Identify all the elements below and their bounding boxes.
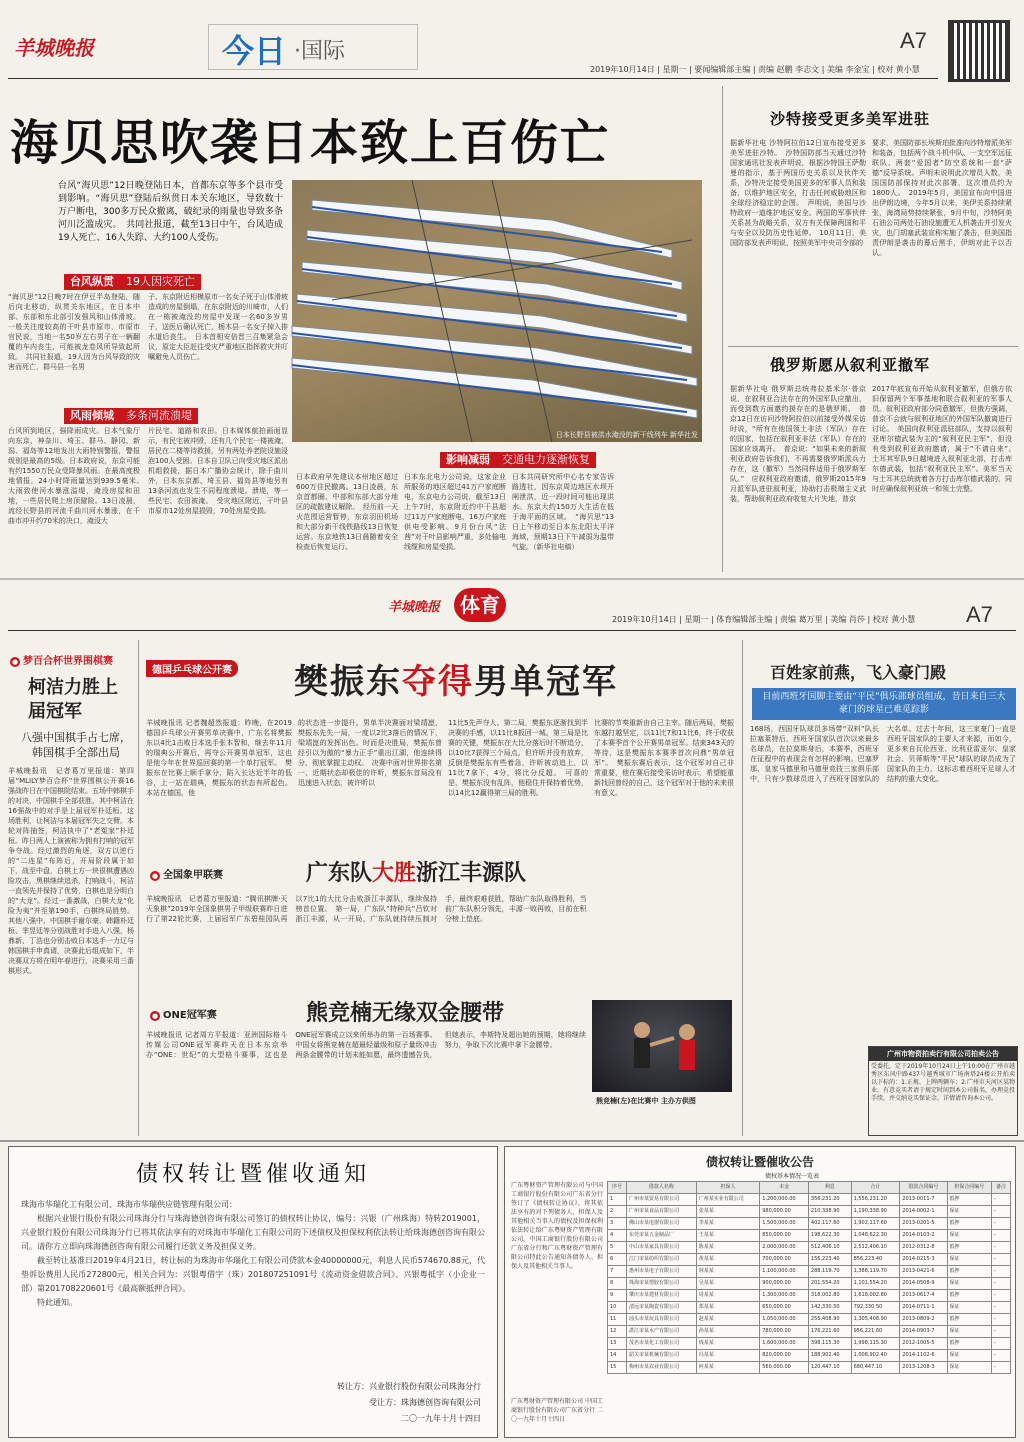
article-col-2a: 子、东京附近相模原市一名女子死于山体滑坡造成的房屋倒塌，在东京附近的川崎市，人们在一栋被淹没的房屋中发现一名60多岁男子，送医后确认死亡，栃木县一名女子掉入排水道后丧生。 日本首相安倍晋三召集紧急会议，原定大臣赶往受灾严重地区指挥救灾并叮嘱避免人员伤亡。 bbox=[148, 293, 288, 361]
table-cell: 2013-0809-2 bbox=[900, 1314, 947, 1326]
football-headline: 百姓家前燕，飞入豪门殿 bbox=[770, 663, 947, 682]
table-cell: 1 bbox=[608, 1194, 627, 1206]
saudi-text-2: 要求，美国防部长埃斯珀批准向沙特增派美军和装备，包括两个战斗机中队、一支空军远征联队、两套“爱国者”防空系统和一套“萨德”反导系统。声明未说明此次增员人数，美国国防部保持对此次部署，这次增员约为1800人。 2019年5月，美国宣布向中国进出伊朗边境，今年5月以来，美伊关系持续紧张，海湾局势持续紧张，9月中旬，沙特阿美石油公司两处石油设施遭无人机袭击并引发火灾，也门胡塞武装宣称实施了袭击，但美国指责伊朗是袭击的幕后黑手，伊朗对此予以否认。 bbox=[872, 139, 1012, 257]
football-text: 168场，西国牙队球员多场带“双料”队长拉塞莱特后，西班牙国家队首次以来最多名球员，在拉莫斯身后，本赛季，西班牙在征程中的表现会有怎样的影响。巴塞罗那、皇家马德里和马德里竞技三家俱乐部中，只有少数球员进入了西班牙国家队的大名单。过去十年间，这三家豪门一直是西班牙国家队的主要人才来源，而如今，更多来自瓦伦西亚、比利亚雷亚尔、皇家社会、贝蒂斯等“平民”球队的球员成为了国家队的主力，这标志着西班牙足球人才结构的重大变化。 bbox=[750, 725, 1016, 783]
table-cell: 抵押 bbox=[947, 1242, 991, 1254]
table-cell: 抵押 bbox=[947, 1338, 991, 1350]
pingpong-headline bbox=[294, 654, 618, 703]
table-cell: 4 bbox=[608, 1230, 627, 1242]
notice-left-p1: 珠海市华瑞化工有限公司、珠海市华瑞供应链管理有限公司： bbox=[21, 1200, 237, 1209]
pingpong-text-2: 的状态进一步提升。男单半决赛面对梁靖崑，樊振东先失一局，一度以2比3落后的情况下，梁靖崑的发挥出色。时而是决胜局，樊振东曾经引以为傲的“暴力正手”重出江湖，他连续得分，彻底掌握主动权。 决赛中面对世界排名第一、近期状态却极佳的许昕，樊振东首局没有迅速进入状态，被许昕以 bbox=[298, 719, 442, 787]
table-cell: 318,002.80 bbox=[808, 1290, 851, 1302]
table-cell: 1,101,554.20 bbox=[851, 1278, 900, 1290]
one-tag-text: ONE冠军赛 bbox=[163, 1010, 217, 1021]
fighters-graphic bbox=[592, 1000, 732, 1092]
table-cell: 韶关市某机械有限公司 bbox=[627, 1350, 697, 1362]
lede: 台风“海贝思”12日晚登陆日本，首都东京等多个县市受到影响。“海贝思”登陆后纵贯日本关东地区，导致数十万户断电，300多万民众撤离，破纪录的雨量也导致多条河川泛滥成灾。 共同社报道，截至13日中午，台风造成19人死亡、16人失踪、大约100人受伤。 bbox=[58, 181, 283, 243]
xiangqi-headline-c: 浙江丰源队 bbox=[416, 861, 527, 886]
table-cell: 856,223.40 bbox=[851, 1254, 900, 1266]
debt-table-header bbox=[608, 1182, 1011, 1194]
table-cell: 惠州市某电子有限公司 bbox=[627, 1266, 697, 1278]
table-cell: 保证 bbox=[947, 1326, 991, 1338]
table-cell: 700,000.00 bbox=[760, 1254, 809, 1266]
table-cell: 156,223.40 bbox=[808, 1254, 851, 1266]
table-cell: 1,600,000.00 bbox=[760, 1338, 809, 1350]
table-cell: - bbox=[991, 1314, 1010, 1326]
table-cell: 12 bbox=[608, 1326, 627, 1338]
table-cell: 6 bbox=[608, 1254, 627, 1266]
debt-table-header-cell: 借款合同编号 bbox=[900, 1182, 947, 1194]
table-row bbox=[608, 1350, 1011, 1362]
table-cell: 1,902,117.60 bbox=[851, 1218, 900, 1230]
debt-table-header-cell: 本金 bbox=[760, 1182, 809, 1194]
xiangqi-headline-b: 大胜 bbox=[372, 861, 417, 886]
table-cell: 中山市某家具有限公司 bbox=[627, 1242, 697, 1254]
russia-text-2: 2017年底宣布开始从叙利亚撤军，但俄方依旧保留两个军事基地和联合叙利亚的军事人员。叙利亚政府部分同意撤军，但俄方强调，普京不会就与叙利亚地区的外国军队撤离进行讨论。 美国向叙利亚派驻部队，支持以叙利亚库尔德武装为主的“叙利亚民主军”，但没有受到叙利亚政府邀请，属于“不请自来”。 土耳其军队9日越境进入叙利亚北部，打击库尔德武装，包括“叙利亚民主军”。美军当天与土耳其总统就着各方打击库尔德武装的，同时应确保叙利亚统一和领土完整。 bbox=[872, 385, 1019, 493]
table-cell: 茂名市某化工有限公司 bbox=[627, 1338, 697, 1350]
table-cell: 2,512,406.10 bbox=[851, 1242, 900, 1254]
table-cell: 188,902.40 bbox=[808, 1350, 851, 1362]
table-cell: 255,408.90 bbox=[808, 1314, 851, 1326]
table-cell: 14 bbox=[608, 1350, 627, 1362]
sports-page-info: 2019年10月14日 | 星期一 | 体育编辑部主编 | 责编 葛万里 | 美编 肖莎 | 校对 黄小慧 bbox=[612, 615, 916, 624]
table-cell: 抵押 bbox=[947, 1266, 991, 1278]
table-cell: 保证 bbox=[947, 1362, 991, 1374]
table-cell: 1,048,622.30 bbox=[851, 1230, 900, 1242]
one-tag bbox=[150, 1006, 217, 1021]
main-headline: 海贝思吹袭日本致上百伤亡 bbox=[10, 115, 611, 171]
sub-head-1-a: 台风纵贯 bbox=[64, 274, 120, 290]
flood-train-photo bbox=[292, 180, 702, 442]
table-cell: 陈某某 bbox=[696, 1242, 759, 1254]
table-cell: - bbox=[991, 1338, 1010, 1350]
table-cell: 张某某 bbox=[696, 1206, 759, 1218]
auction-ad-title: 广州市物资拍卖行有限公司拍卖公告 bbox=[869, 1047, 1017, 1061]
table-cell: 8 bbox=[608, 1278, 627, 1290]
table-cell: 2013-0011-7 bbox=[900, 1194, 947, 1206]
sub-head-1-b: 19人因灾死亡 bbox=[120, 274, 201, 290]
article-col-2b: 片民宅、道路和农田。日本媒体航拍画面显示，有民宅被冲毁，还有几个民宅一楼被淹，居民在二楼等待救援，另有两处养老院设施浸泡100人受困。日本自卫队已向受灾地区派出机组救援，据日本广播协会统计，除千曲川外，日本东京都、埼玉县、福岛县等地另有13条河流也发生不同程度溃堤。溃堤，等一些民宅、农田被淹。 受灾地区附近，干叶县市原市12处房屋损毁，70处房屋受损。 bbox=[148, 427, 288, 515]
sub-head-2 bbox=[64, 404, 198, 424]
debt-table-header-cell: 备注 bbox=[991, 1182, 1010, 1194]
table-cell: 2013-0421-6 bbox=[900, 1266, 947, 1278]
table-cell: 广州市某贸易有限公司 bbox=[627, 1194, 697, 1206]
table-row bbox=[608, 1242, 1011, 1254]
debt-table-header-cell: 序号 bbox=[608, 1182, 627, 1194]
table-cell: 1,190,338.90 bbox=[851, 1206, 900, 1218]
russia-headline: 俄罗斯愿从叙利亚撤军 bbox=[770, 356, 931, 374]
table-cell: 清远市某陶瓷有限公司 bbox=[627, 1302, 697, 1314]
pingpong-text-3: 11比5先声夺人。第二局，樊振东逐渐找到半决赛的手感，以11比8扳回一城。第三局是比赛的关键，樊振东在大比分落后时不断追分，以10比7获得三个局点。但许昕并没有放弃，反倒是樊振东有些着急，许昕被动追上，以11比7拿下，4分，将比分反超。 可喜的是，樊振东没有乱阵，他稳住并保持着优势，以14比12赢得第三局的胜利。 bbox=[448, 719, 588, 797]
table-cell: 210,338.90 bbox=[808, 1206, 851, 1218]
table-cell: 201,554.20 bbox=[808, 1278, 851, 1290]
sports-page-number: A7 bbox=[966, 602, 993, 627]
table-cell: 2014-0903-7 bbox=[900, 1326, 947, 1338]
xiangqi-headline-a: 广东队 bbox=[306, 861, 373, 886]
table-cell: - bbox=[991, 1218, 1010, 1230]
table-cell: 1,388,119.70 bbox=[851, 1266, 900, 1278]
table-cell: 王某某 bbox=[696, 1230, 759, 1242]
table-cell: 保证 bbox=[947, 1350, 991, 1362]
table-row bbox=[608, 1230, 1011, 1242]
table-cell: 780,000.00 bbox=[760, 1326, 809, 1338]
table-cell: 10 bbox=[608, 1302, 627, 1314]
notice-right-intro: 广东粤财资产管理有限公司与中国工商银行股份有限公司广东省分行签订了《债权转让协议》，将其依法享有的对下列债务人、担保人及其他相关当事人的债权及担保权利依法转让给广东粤财资产管理有限公司。中国工商银行股份有限公司广东省分行和广东粤财资产管理有限公司特此公告通知各债务人、担保人及其他相关当事人。 bbox=[511, 1182, 603, 1270]
auction-ad bbox=[868, 1046, 1018, 1136]
table-cell: 抵押 bbox=[947, 1314, 991, 1326]
table-cell: 11 bbox=[608, 1314, 627, 1326]
table-cell: - bbox=[991, 1278, 1010, 1290]
notice-right-title: 债权转让暨催收公告 bbox=[705, 1155, 814, 1169]
table-cell: 黄某某 bbox=[696, 1254, 759, 1266]
table-cell: 吴某某 bbox=[696, 1278, 759, 1290]
notice-left-p3: 截至转让基准日2019年4月21日，转让标的为珠海市华瑞化工有限公司贷款本金40000000元，利息人民币574670.88元，代垫诉讼费用人民币272800元，相关合同为：兴银粤借字（珠）201807251091号《流动资金借款合同》、兴银粤抵字（小企业一部）第201708220601号《最高额抵押合同》。 bbox=[21, 1256, 485, 1293]
xiangqi-dot-icon: ● bbox=[151, 872, 159, 880]
table-cell: 1,998,115.30 bbox=[851, 1338, 900, 1350]
table-row bbox=[608, 1326, 1011, 1338]
table-cell: 956,221.60 bbox=[851, 1326, 900, 1338]
table-row bbox=[608, 1290, 1011, 1302]
table-cell: 2013-1208-3 bbox=[900, 1362, 947, 1374]
table-cell: 3 bbox=[608, 1218, 627, 1230]
table-row bbox=[608, 1266, 1011, 1278]
table-cell: - bbox=[991, 1194, 1010, 1206]
weiqi-dot-icon: ● bbox=[11, 658, 19, 666]
notice-right-subtitle: 债权基本情况一览表 bbox=[765, 1173, 820, 1180]
table-cell: 2014-0711-1 bbox=[900, 1302, 947, 1314]
newspaper-logo: 羊城晚报 bbox=[14, 36, 94, 60]
table-cell: 孙某某 bbox=[696, 1326, 759, 1338]
one-headline: 熊竞楠无缘双金腰带 bbox=[306, 1001, 505, 1026]
section-subtitle: ·国际 bbox=[294, 39, 345, 64]
table-cell: 汕头市某玩具有限公司 bbox=[627, 1314, 697, 1326]
table-cell: 李某某 bbox=[696, 1218, 759, 1230]
table-cell: 江门市某纺织有限公司 bbox=[627, 1254, 697, 1266]
table-cell: 7 bbox=[608, 1266, 627, 1278]
table-cell: - bbox=[991, 1326, 1010, 1338]
pingpong-text-4: 比赛的节奏重新由自己主宰。随后两局，樊振东越打越坚定，以11比7和11比6，终于收获了本赛季首个公开赛男单冠军。结束343天的等待，这是樊振东本赛季首次问鼎“男单冠军”。 樊振东赛后表示，这个冠军对自己非常重要，他在赛后接受采访时表示，希望能重新找回曾经的自己，这个冠军对于他的未来很有意义。 bbox=[594, 719, 734, 797]
table-cell: 赵某某 bbox=[696, 1314, 759, 1326]
notice-left-p2: 根据兴业银行股份有限公司珠海分行与珠海德创咨询有限公司签订的债权转让协议，编号：兴银（广州珠海）特转2019001，兴业银行股份有限公司珠海分行已将其依法享有的对珠海市华瑞化工有限公司的下述债权及担保权利依法转让给珠海德创咨询有限公司。请你方立即向珠海德创咨询有限公司履行还款义务及担保义务。 bbox=[21, 1214, 485, 1251]
sports-section-badge: 体育 bbox=[454, 588, 506, 622]
article-col-1b: 台风所到地区，强降雨成灾。日本气象厅向东京、神奈川、埼玉、群马、静冈、新潟、福岛等12地发出大雨特别警报，警报级别是最高的5级。日本政府说，东京可能有约1550万民众受降暴风雨。在最高度极地情报，24小时降雨量达到939.5毫米。 大雨致使河水暴涨溢堤，淹没房屋和田地，一些居民爬上房顶避险。13日凌晨，流经长野县的河流千曲川河水暴涨，在千曲市冲开约70米的决口，淹没大 bbox=[8, 427, 147, 525]
table-cell: 珠海市某塑胶有限公司 bbox=[627, 1278, 697, 1290]
football-subheadline: 目前西班牙国脚主要由“平民”俱乐部球员组成，昔日来自三大豪门的球星已难觅踪影 bbox=[752, 688, 1016, 720]
table-cell: 佛山市某电器有限公司 bbox=[627, 1218, 697, 1230]
xiangqi-headline bbox=[306, 856, 526, 887]
table-cell: - bbox=[991, 1362, 1010, 1374]
table-cell: 何某某 bbox=[696, 1362, 759, 1374]
table-cell: 680,447.10 bbox=[851, 1362, 900, 1374]
table-cell: - bbox=[991, 1254, 1010, 1266]
table-cell: 900,000.00 bbox=[760, 1278, 809, 1290]
table-cell: 398,115.30 bbox=[808, 1338, 851, 1350]
table-cell: - bbox=[991, 1230, 1010, 1242]
table-cell: 13 bbox=[608, 1338, 627, 1350]
debt-table-header-cell: 利息 bbox=[808, 1182, 851, 1194]
sub-head-1 bbox=[64, 270, 201, 290]
pingpong-headline-a: 樊振东 bbox=[294, 662, 402, 702]
table-cell: 广州市某食品有限公司 bbox=[627, 1206, 697, 1218]
table-cell: 5 bbox=[608, 1242, 627, 1254]
photo-caption: 日本长野县被洪水淹没的新干线列车 新华社发 bbox=[555, 431, 698, 439]
article-col-5: 日本共同研究所中心名专家告诉路透社，因东京周边地区水坝开闸泄洪，近一段时间可能出现洪水。东京大约150万人生活在低于海平面的区域。 “海贝思”13日上午移动至日本东北阳太平洋海域，预期13日下午减弱为温带气旋。（新华社电稿） bbox=[512, 473, 614, 551]
table-cell: - bbox=[991, 1302, 1010, 1314]
page-number: A7 bbox=[900, 28, 927, 53]
table-row bbox=[608, 1206, 1011, 1218]
table-cell: 钱某某 bbox=[696, 1338, 759, 1350]
table-cell: 1,556,231.20 bbox=[851, 1194, 900, 1206]
table-row bbox=[608, 1254, 1011, 1266]
table-cell: - bbox=[991, 1350, 1010, 1362]
debt-table-wrap bbox=[607, 1181, 1011, 1374]
notice-left-date: 二〇一九年十月十四日 bbox=[401, 1414, 481, 1423]
xiangqi-text: 羊城晚报讯 记者葛万里报道：“腾讯棋牌·天天象棋”2019年全国象棋男子甲级联赛昨日进行了第22轮比赛，上届冠军广东碧桂园队再以7比1的大比分击败浙江丰源队，继续保持榜首位置。 第一局，广东队“特种兵”吕钦对浙江丰源，从一开局，广东队就持续压制对手，最终艰难获胜，帮助广东队取得胜利，当前广东队积分领先，丰源一败再败，目前在积分榜上垫底。 bbox=[146, 895, 587, 923]
table-cell: 176,221.60 bbox=[808, 1326, 851, 1338]
one-dot-icon: ● bbox=[151, 1012, 159, 1020]
table-cell: 120,447.10 bbox=[808, 1362, 851, 1374]
table-cell: 1,200,000.00 bbox=[760, 1194, 809, 1206]
table-cell: 1,050,000.00 bbox=[760, 1314, 809, 1326]
notice-right bbox=[504, 1146, 1016, 1438]
sub-head-3-a: 影响减弱 bbox=[440, 452, 496, 468]
table-cell: 2 bbox=[608, 1206, 627, 1218]
table-cell: - bbox=[991, 1266, 1010, 1278]
table-cell: 保证 bbox=[947, 1206, 991, 1218]
table-cell: 1,618,002.80 bbox=[851, 1290, 900, 1302]
weiqi-tag bbox=[10, 652, 113, 667]
table-cell: 2014-1102-6 bbox=[900, 1350, 947, 1362]
table-cell: 郑某某 bbox=[696, 1302, 759, 1314]
pingpong-text-1: 羊城晚报讯 记者魏超然报道：昨晚，在2019德国乒乓球公开赛男单决赛中，广东名将樊振东以4比1击败日本选手张本智和，继去年11月的瑞典公开赛后，再夺公开赛男单冠军，这也是他今年在世界巡回赛的第一个单打冠军。 樊振东在比赛上顺手拿分，陷入长达近半年的低谷，上一站在瑞典，樊振东的状态有所起色。本站在德国，他 bbox=[146, 719, 292, 797]
table-cell: 850,000.00 bbox=[760, 1230, 809, 1242]
table-cell: 2014-0002-1 bbox=[900, 1206, 947, 1218]
notice-left-title: 债权转让暨催收通知 bbox=[135, 1162, 370, 1187]
notice-left-sign-2: 受让方：珠海德创咨询有限公司 bbox=[369, 1398, 481, 1407]
debt-table-header-cell: 借款人名称 bbox=[627, 1182, 697, 1194]
table-cell: 9 bbox=[608, 1290, 627, 1302]
weiqi-subheadline: 八强中国棋手占七席，韩国棋手全部出局 bbox=[21, 731, 131, 759]
debt-table-header-cell: 担保合同编号 bbox=[947, 1182, 991, 1194]
table-cell: - bbox=[991, 1290, 1010, 1302]
table-cell: 冯某某 bbox=[696, 1350, 759, 1362]
table-cell: 2,000,000.00 bbox=[760, 1242, 809, 1254]
one-text: 羊城晚报讯 记者周方平报道：亚洲国际格斗传媒公司ONE冠军赛昨天在日本东京举办“ONE：世纪”的大型格斗赛事，这也是ONE冠军赛成立以来所举办的第一百场赛事。中国女将熊竞楠在超最轻量级和原子量级冲击两条金腰带的计划未能如愿，最终遗憾告负，但她表示，李斯特及超出她的预期，她将继续努力，争取下次比赛中拿下金腰带。 bbox=[146, 1031, 586, 1059]
table-cell: 保证 bbox=[947, 1302, 991, 1314]
table-row bbox=[608, 1302, 1011, 1314]
sub-head-3-b: 交通电力逐渐恢复 bbox=[496, 452, 596, 468]
table-cell: 抵押 bbox=[947, 1290, 991, 1302]
shinkansen-trains-graphic bbox=[292, 180, 702, 442]
table-cell: 402,117.60 bbox=[808, 1218, 851, 1230]
notice-left-p4: 特此通知。 bbox=[37, 1298, 77, 1307]
table-row bbox=[608, 1314, 1011, 1326]
table-row bbox=[608, 1338, 1011, 1350]
table-cell: 林某某 bbox=[696, 1266, 759, 1278]
table-cell: 198,622.30 bbox=[808, 1230, 851, 1242]
table-cell: 抵押 bbox=[947, 1218, 991, 1230]
table-cell: 保证 bbox=[947, 1254, 991, 1266]
table-cell: 792,330.50 bbox=[851, 1302, 900, 1314]
one-photo-caption: 熊竞楠(左)在比赛中 主办方供图 bbox=[596, 1097, 696, 1105]
debt-table-header-cell: 合计 bbox=[851, 1182, 900, 1194]
table-cell: 广州某实业有限公司 bbox=[696, 1194, 759, 1206]
table-cell: 512,406.10 bbox=[808, 1242, 851, 1254]
xiangqi-tag-text: 全国象甲联赛 bbox=[163, 870, 223, 881]
table-cell: 288,119.70 bbox=[808, 1266, 851, 1278]
qr-code-icon bbox=[948, 20, 1010, 82]
table-cell: 1,305,408.90 bbox=[851, 1314, 900, 1326]
article-col-3: 日本政府早先建议本州地区超过600万住民撤离。13日凌晨，东京首都圈、中部和东部大部分地区的疏散建议解除。 经历前一天火范围运营暂停，东京羽田机场和大部分新干线铁路线13日恢复运营。东京地铁13日晨随着安全检查后恢复运行。 bbox=[296, 473, 398, 551]
auction-ad-text: 受委托，定于2019年10月24日上午10:00在广州市越秀区东风中路437号越秀城市广场南塔24楼公开拍卖以下标的：1.正规、上牌两辆车；2.广州市天河区某物业。有意竞买者请于规定时间到本公司报名，办理竞投手续，并交纳竞买保证金。详情请咨询本公司。 bbox=[871, 1063, 1016, 1102]
weiqi-text: 羊城晚报讯 记者葛万里报道：第四届“MLILY梦百合杯”世界围棋公开赛16强战昨日在中国棋院结束。五场中韩棋手的对决，中国棋手全部获胜，其中柯洁在16强战中的对手是上届冠军朴廷桓。这场胜利，让柯洁与本届冠军失之交臂。本轮对阵抽签，柯洁执中了“老冤家”朴廷桓。昨日两人上演被称为拥有打响的冠军争夺战。经过激烈的角逐，双方以逆行的“二连星”布阵后，开局阶段属于如下，战至中盘，白棋上方一块很棋遭遇凶险攻击，黑棋继续追杀，打响战斗，柯洁一直领先并保持了优势，白棋也是分明白的“大龙”。经过一番激战，白棋大龙“化险为夷”并至第190手，白棋终局胜势。其他八强中，中国棋手谢尔豪、韩籍朴廷桓、芈昱廷等分别战胜对手进入八强，杨鼎新、丁浩也分别击败日本选手一力辽与韩国棋手申真谞，决赛此后组成如下，半决赛双方将在明年春进行，决赛采用三番棋形式。 bbox=[8, 767, 134, 975]
table-cell: 保证 bbox=[947, 1278, 991, 1290]
table-cell: 2013-0201-5 bbox=[900, 1218, 947, 1230]
table-cell: 周某某 bbox=[696, 1290, 759, 1302]
table-cell: 2014-0215-3 bbox=[900, 1254, 947, 1266]
notice-right-sign: 广东粤财资产管理有限公司 中国工商银行股份有限公司广东省分行 二〇一九年十月十四日 bbox=[511, 1398, 603, 1423]
table-cell: 2012-0312-8 bbox=[900, 1242, 947, 1254]
article-col-1a: “海贝思”12日晚7时在伊豆半岛登陆，随后向北移动，纵贯关东地区，在日本中部、东部和东北部引发强风和山体滑坡。一般关注度较高的干叶县市原市，市原市官民说，当地一名50岁左右男子在一辆翻覆的车内丧生，可能被龙卷风所导致起所致。 共同社报道，19人因为台风导致的灾害而死亡，群马县一名男 bbox=[8, 293, 140, 371]
xiangqi-tag bbox=[150, 866, 223, 881]
table-row bbox=[608, 1194, 1011, 1206]
table-cell: 650,000.00 bbox=[760, 1302, 809, 1314]
one-fight-photo bbox=[592, 1000, 732, 1092]
table-cell: 1,300,000.00 bbox=[760, 1290, 809, 1302]
notice-left-sign-1: 转让方：兴业银行股份有限公司珠海分行 bbox=[337, 1382, 481, 1391]
saudi-text-1: 据新华社电 沙特阿拉伯12日宣布接受更多美军进驻沙特。 沙特国防部当天通过沙特国家通讯社发表声明说，根据沙特国王萨勒曼的指示，基于两国历史关系以及伙伴关系，沙特决定接受美国更多的军事人员和装备，以维护地区安全，打击任何威胁地区和全球经济稳定的企图。 声明说，美国与沙特政府一道维护地区安全。两国的军事伙伴关系甚为战略关系，双方有关保障两国和平与安全以及防历史性延伸。 10月11日，美国防部发表声明说，按照美军中央司令部的 bbox=[730, 139, 866, 247]
page-info: 2019年10月14日 | 星期一 | 要闻编辑部主编 | 责编 赵鹏 李志文 | 美编 李金宝 | 校对 黄小慧 bbox=[590, 65, 920, 74]
pingpong-headline-c: 男单冠军 bbox=[474, 662, 618, 702]
notice-left bbox=[8, 1146, 498, 1438]
saudi-headline: 沙特接受更多美军进驻 bbox=[770, 110, 931, 128]
table-cell: 980,000.00 bbox=[760, 1206, 809, 1218]
table-cell: 2014-0103-2 bbox=[900, 1230, 947, 1242]
table-cell: 1,008,902.40 bbox=[851, 1350, 900, 1362]
russia-text-1: 据新华社电 俄罗斯总统弗拉基米尔·普京说，在叙利亚合法存在的外国军队应撤出，而受到数方面邀约援存在的是俄罗斯。 普京12日在访问沙特阿拉伯以前接受外媒采访时说，“所有在他国领土非法（军队）存在的国家，包括在叙利亚非法（军队）存在的国家应该离开。 普京说：“如果未来的新叙利亚政府告诉我们，不再需要俄罗斯派兵力存在，这（撤军）当然同样适用于俄罗斯军队。” 应叙利亚政府邀请，俄罗斯2015年9月派军队进驻叙利亚，协助打击极端主义武装，帮助叙利亚政府收复大片失地，普京 bbox=[730, 385, 866, 503]
table-cell: - bbox=[991, 1206, 1010, 1218]
table-cell: 15 bbox=[608, 1362, 627, 1374]
table-cell: 湛江市某水产有限公司 bbox=[627, 1326, 697, 1338]
table-cell: 1,500,000.00 bbox=[760, 1218, 809, 1230]
weiqi-tag-text: 梦百合杯世界围棋赛 bbox=[23, 656, 113, 667]
debt-table-header-cell: 担保人 bbox=[696, 1182, 759, 1194]
table-cell: 142,330.50 bbox=[808, 1302, 851, 1314]
table-row bbox=[608, 1218, 1011, 1230]
table-cell: 2014-0508-9 bbox=[900, 1278, 947, 1290]
sub-head-3 bbox=[440, 448, 596, 468]
table-cell: 抵押 bbox=[947, 1194, 991, 1206]
section-title: 今日 bbox=[222, 32, 287, 70]
table-cell: - bbox=[991, 1242, 1010, 1254]
article-col-4: 日本东北电力公司说，这家企业所服务的地区超过41万户家庭断电，东京电力公司说，截至13日上午7时，东京附近约中干县超过11万户家庭断电，16万户家庭供电受影响。9月份台风“法茜”对干叶县影响严重，多处输电线缆和房屋受损。 bbox=[404, 473, 506, 551]
table-cell: 356,231.20 bbox=[808, 1194, 851, 1206]
table-cell: 肇庆市某建材有限公司 bbox=[627, 1290, 697, 1302]
debt-table bbox=[607, 1181, 1011, 1374]
table-cell: 2012-1005-5 bbox=[900, 1338, 947, 1350]
sub-head-2-b: 多条河流溃堤 bbox=[120, 408, 198, 424]
table-row bbox=[608, 1278, 1011, 1290]
table-cell: 保证 bbox=[947, 1230, 991, 1242]
pingpong-tag: 德国乒乓球公开赛 bbox=[146, 660, 238, 677]
table-cell: 820,000.00 bbox=[760, 1350, 809, 1362]
pingpong-headline-b: 夺得 bbox=[402, 662, 474, 702]
sub-head-2-a: 风雨倾城 bbox=[64, 408, 120, 424]
table-cell: 1,100,000.00 bbox=[760, 1266, 809, 1278]
table-cell: 梅州市某农业有限公司 bbox=[627, 1362, 697, 1374]
weiqi-headline: 柯洁力胜上届冠军 bbox=[28, 677, 118, 722]
table-cell: 2013-0617-4 bbox=[900, 1290, 947, 1302]
sports-logo: 羊城晚报 bbox=[388, 600, 441, 615]
table-row bbox=[608, 1362, 1011, 1374]
table-cell: 560,000.00 bbox=[760, 1362, 809, 1374]
table-cell: 东莞市某五金制品厂 bbox=[627, 1230, 697, 1242]
